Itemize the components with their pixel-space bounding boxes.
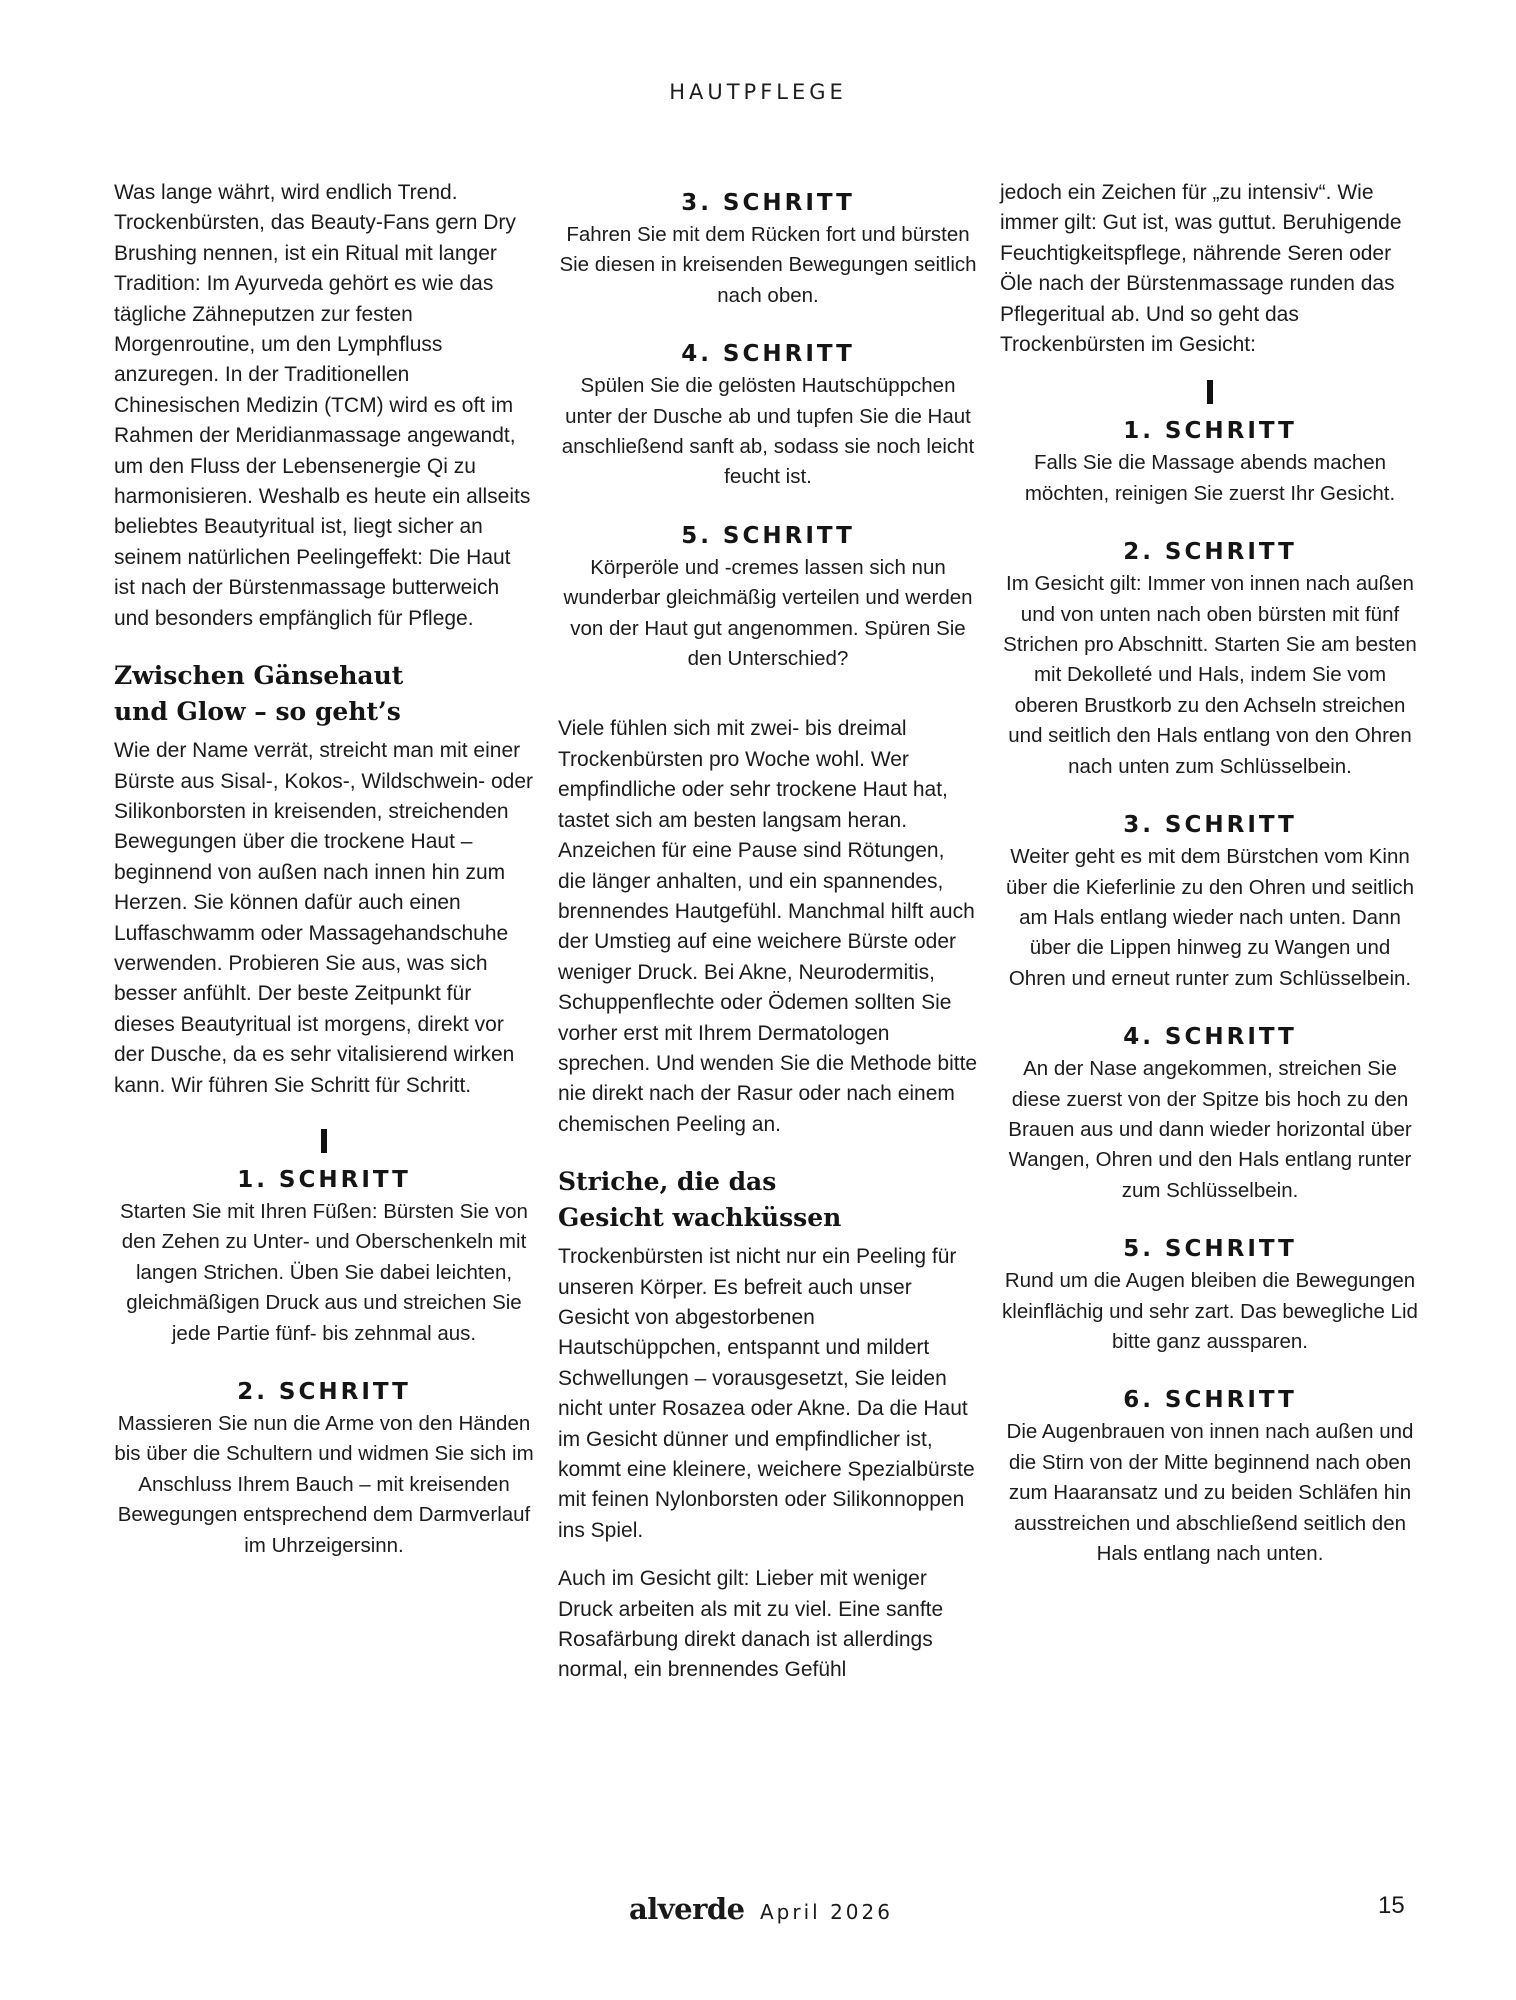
divider-bar [321, 1129, 327, 1153]
step-block [1000, 808, 1420, 994]
step-block [558, 186, 978, 311]
step-text: Körperöle und -cremes lassen sich nun wunderbar gleichmäßig verteilen und werden von der Haut gut angenommen. Spüren Sie den Unterschied? [563, 555, 973, 671]
intro-paragraph: Was lange währt, wird endlich Trend. Trockenbürsten, das Beauty-Fans gern Dry Brushing nennen, ist ein Ritual mit langer Tradition: Im Ayurveda gehört es wie das tägliche Zähneputzen zur festen Morgenroutine, um den Lymphfluss anzuregen. In der Traditionellen Chinesischen Medizin (TCM) wird es oft im Rahmen der Meridianmassage angewandt, um den Fluss der Lebensenergie Qi zu harmonisieren. Weshalb es heute ein allseits beliebtes Beautyritual ist, liegt sicher an seinem natürlichen Peelingeffekt: Die Haut ist nach der Bürstenmassage butterweich und besonders empfänglich für Pflege. [114, 181, 531, 630]
page-number: 15 [1378, 1892, 1405, 1919]
issue-date: April 2026 [760, 1900, 893, 1924]
subheading-line-2: Gesicht wachküssen [558, 1203, 842, 1233]
step-title: 2. SCHRITT [237, 1379, 411, 1405]
subheading-gesicht [558, 1164, 978, 1236]
subheading-line-1: Striche, die das [558, 1167, 777, 1197]
step-title: 2. SCHRITT [1123, 539, 1297, 566]
step-text: Weiter geht es mit dem Bürstchen vom Kinn über die Kieferlinie zu den Ohren und seitlich am Hals entlang wieder nach unten. Dann über die Lippen hinweg zu Wangen und Ohren und erneut runter zum Schlüsselbein. [1006, 845, 1414, 990]
subheading-line-1: Zwischen Gänsehaut [114, 661, 404, 691]
step-text: Spülen Sie die gelösten Hautschüppchen unter der Dusche ab und tupfen Sie die Haut anschließend sanft ab, sodass sie noch leicht feucht ist. [561, 374, 975, 489]
divider-bar [1207, 380, 1213, 404]
subheading-line-2: und Glow – so geht’s [114, 697, 401, 727]
step-text: Die Augenbrauen von innen nach außen und die Stirn von der Mitte beginnend nach oben zum Haaransatz und zu beiden Schläfen hin ausstreichen und abschließend seitlich den Hals entlang nach unten. [1006, 1420, 1414, 1565]
body-paragraph: Auch im Gesicht gilt: Lieber mit weniger Druck arbeiten als mit zu viel. Eine sanfte Rosafärbung direkt danach ist allerdings normal, ein brennendes Gefühl [558, 1567, 944, 1682]
brand-logo: alverde [629, 1892, 745, 1926]
step-title: 4. SCHRITT [1123, 1024, 1297, 1051]
step-block [114, 1163, 534, 1349]
section-header: HAUTPFLEGE [669, 80, 847, 104]
column-right [1000, 178, 1420, 1569]
step-block [114, 1375, 534, 1561]
step-text: Im Gesicht gilt: Immer von innen nach außen und von unten nach oben bürsten mit fünf Strichen pro Abschnitt. Starten Sie am besten mit Dekolleté und Hals, indem Sie vom oberen Brustkorb zu den Achseln streichen und seitlich den Hals entlang von den Ohren nach unten zum Schlüsselbein. [1003, 572, 1417, 778]
step-title: 4. SCHRITT [681, 341, 855, 368]
step-text: Massieren Sie nun die Arme von den Händen bis über die Schultern und widmen Sie sich im Anschluss Ihrem Bauch – mit kreisenden Bewegungen entsprechend dem Darmverlauf im Uhrzeigersinn. [114, 1412, 534, 1557]
step-block [1000, 1232, 1420, 1357]
body-paragraph: Trockenbürsten ist nicht nur ein Peeling für unseren Körper. Es befreit auch unser Gesicht von abgestorbenen Hautschüppchen, entspannt und mildert Schwellungen – vorausgesetzt, Sie leiden nicht unter Rosazea oder Akne. Da die Haut im Gesicht dünner und empfindlicher ist, kommt eine kleinere, weichere Spezialbürste mit feinen Nylonborsten oder Silikonnoppen ins Spiel. [558, 1245, 975, 1542]
step-block [1000, 535, 1420, 782]
step-title: 1. SCHRITT [1123, 418, 1297, 445]
step-text: Fahren Sie mit dem Rücken fort und bürsten Sie diesen in kreisenden Bewegungen seitlich nach oben. [559, 223, 977, 307]
step-text: Starten Sie mit Ihren Füßen: Bürsten Sie von den Zehen zu Unter- und Oberschenkeln mit langen Strichen. Üben Sie dabei leichten, gleichmäßigen Druck aus und streichen Sie jede Partie fünf- bis zehnmal aus. [120, 1199, 528, 1345]
step-text: Falls Sie die Massage abends machen möchten, reinigen Sie zuerst Ihr Gesicht. [1024, 451, 1396, 505]
column-left [114, 178, 534, 1561]
step-block [558, 337, 978, 493]
body-paragraph: jedoch ein Zeichen für „zu intensiv“. Wie immer gilt: Gut ist, was guttut. Beruhigende Feuchtigkeitspflege, nährende Seren oder Öle nach der Bürstenmassage runden das Pflegeritual ab. Und so geht das Trockenbürsten im Gesicht: [1000, 181, 1402, 357]
step-title: 6. SCHRITT [1123, 1387, 1297, 1414]
column-middle [558, 186, 978, 1686]
subheading-gaensehaut [114, 658, 534, 730]
step-block [1000, 1383, 1420, 1569]
step-text: An der Nase angekommen, streichen Sie diese zuerst von der Spitze bis hoch zu den Brauen aus und dann wieder horizontal über Wangen, Ohren und den Hals entlang runter zum Schlüsselbein. [1008, 1057, 1412, 1202]
step-text: Rund um die Augen bleiben die Bewegungen kleinflächig und sehr zart. Das bewegliche Lid bitte ganz aussparen. [1002, 1269, 1418, 1353]
step-block [1000, 414, 1420, 509]
step-title: 5. SCHRITT [681, 522, 855, 549]
body-paragraph: Wie der Name verrät, streicht man mit einer Bürste aus Sisal-, Kokos-, Wildschwein- oder Silikonborsten in kreisenden, streichenden Bewegungen über die trockene Haut – beginnend von außen nach innen hin zum Herzen. Sie können dafür auch einen Luffaschwamm oder Massagehandschuhe verwenden. Probieren Sie aus, was sich besser anfühlt. Der beste Zeitpunkt für dieses Beautyritual ist morgens, direkt vor der Dusche, da es sehr vitalisierend wirken kann. Wir führen Sie Schritt für Schritt. [114, 739, 533, 1097]
step-block [1000, 1020, 1420, 1206]
step-title: 3. SCHRITT [1123, 812, 1297, 839]
step-block [558, 519, 978, 675]
body-paragraph: Viele fühlen sich mit zwei- bis dreimal Trockenbürsten pro Woche wohl. Wer empfindliche oder sehr trockene Haut hat, tastet sich am besten langsam heran. Anzeichen für eine Pause sind Rötungen, die länger anhalten, und ein spannendes, brennendes Hautgefühl. Manchmal hilft auch der Umstieg auf eine weichere Bürste oder weniger Druck. Bei Akne, Neurodermitis, Schuppenflechte oder Ödemen sollten Sie vorher erst mit Ihrem Dermatologen sprechen. Und wenden Sie die Methode bitte nie direkt nach der Rasur oder nach einem chemischen Peeling an. [558, 717, 978, 1136]
step-title: 3. SCHRITT [681, 190, 855, 216]
step-title: 1. SCHRITT [237, 1166, 411, 1193]
step-title: 5. SCHRITT [1123, 1236, 1297, 1263]
